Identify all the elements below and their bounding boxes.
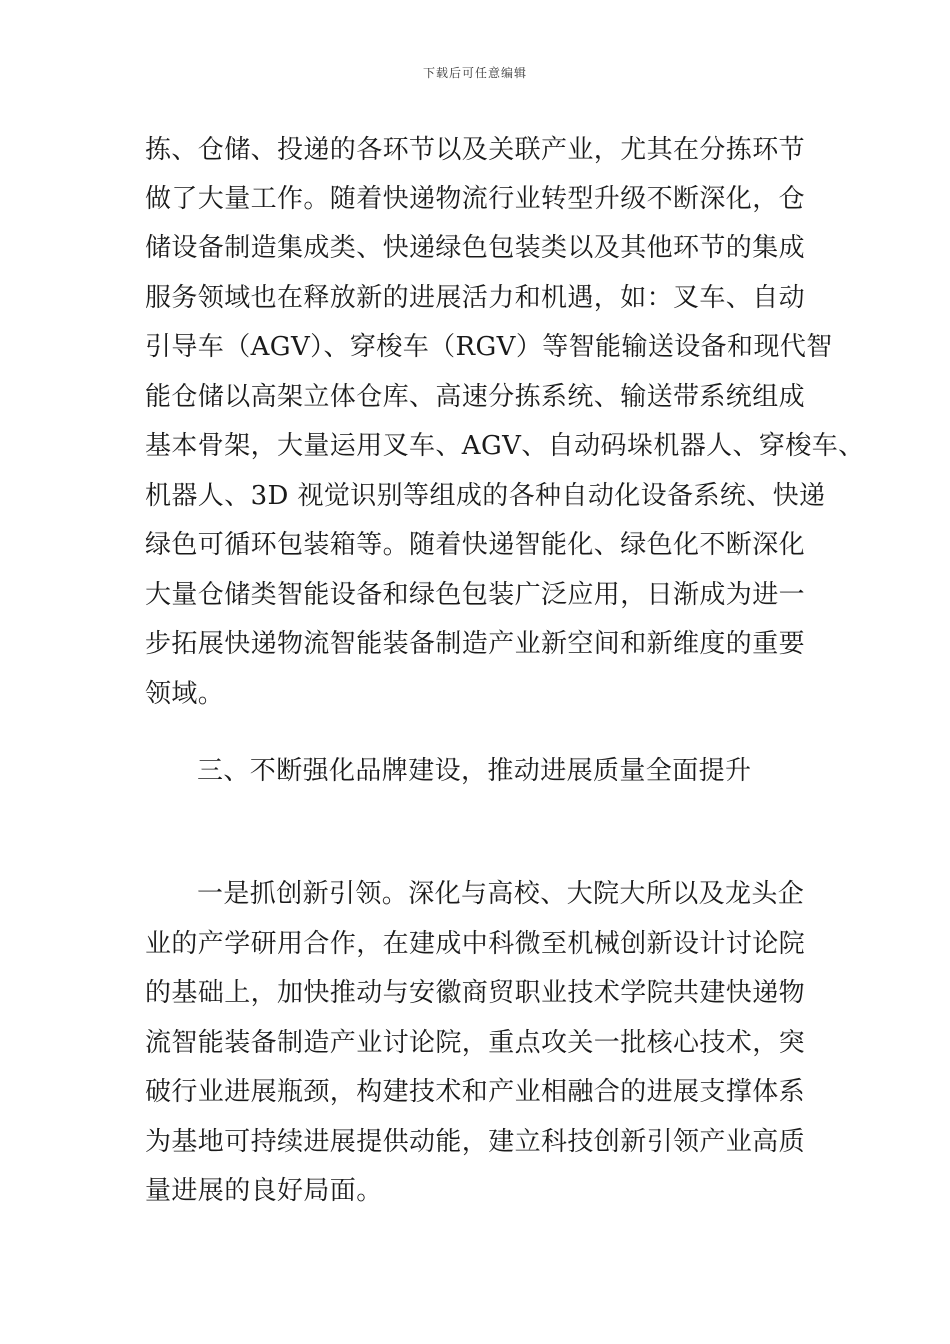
paragraph-line: 拣、仓储、投递的各环节以及关联产业，尤其在分拣环节 — [145, 135, 806, 165]
paragraph-line: 机器人、3D 视觉识别等组成的各种自动化设备系统、快递 — [145, 481, 826, 511]
paragraph-line: 破行业进展瓶颈，构建技术和产业相融合的进展支撑体系 — [145, 1077, 806, 1107]
paragraph-line: 领域。 — [145, 679, 225, 709]
paragraph-line: 大量仓储类智能设备和绿色包装广泛应用，日渐成为进一 — [145, 580, 806, 610]
page-header: 下载后可任意编辑 — [422, 66, 527, 80]
paragraph-line: 基本骨架，大量运用叉车、AGV、自动码垛机器人、穿梭车、 — [145, 431, 865, 461]
paragraph-line: 步拓展快递物流智能装备制造产业新空间和新维度的重要 — [145, 629, 806, 659]
paragraph-line: 业的产学研用合作，在建成中科微至机械创新设计讨论院 — [145, 929, 806, 959]
paragraph-line: 为基地可持续进展提供动能，建立科技创新引领产业高质 — [145, 1127, 806, 1157]
paragraph-line: 绿色可循环包装箱等。随着快递智能化、绿色化不断深化 — [145, 530, 806, 560]
paragraph-line: 量进展的良好局面。 — [145, 1176, 383, 1206]
paragraph-line: 服务领域也在释放新的进展活力和机遇，如：叉车、自动 — [145, 283, 806, 313]
paragraph-line: 做了大量工作。随着快递物流行业转型升级不断深化，仓 — [145, 184, 806, 214]
paragraph-line: 一是抓创新引领。深化与高校、大院大所以及龙头企 — [197, 879, 805, 909]
section-heading: 三、不断强化品牌建设，推动进展质量全面提升 — [197, 756, 752, 786]
paragraph-line: 储设备制造集成类、快递绿色包装类以及其他环节的集成 — [145, 233, 806, 263]
paragraph-line: 引导车（AGV）、穿梭车（RGV）等智能输送设备和现代智 — [145, 332, 833, 362]
paragraph-line: 的基础上，加快推动与安徽商贸职业技术学院共建快递物 — [145, 978, 806, 1008]
paragraph-line: 能仓储以高架立体仓库、高速分拣系统、输送带系统组成 — [145, 382, 806, 412]
paragraph-line: 流智能装备制造产业讨论院，重点攻关一批核心技术，突 — [145, 1028, 806, 1058]
